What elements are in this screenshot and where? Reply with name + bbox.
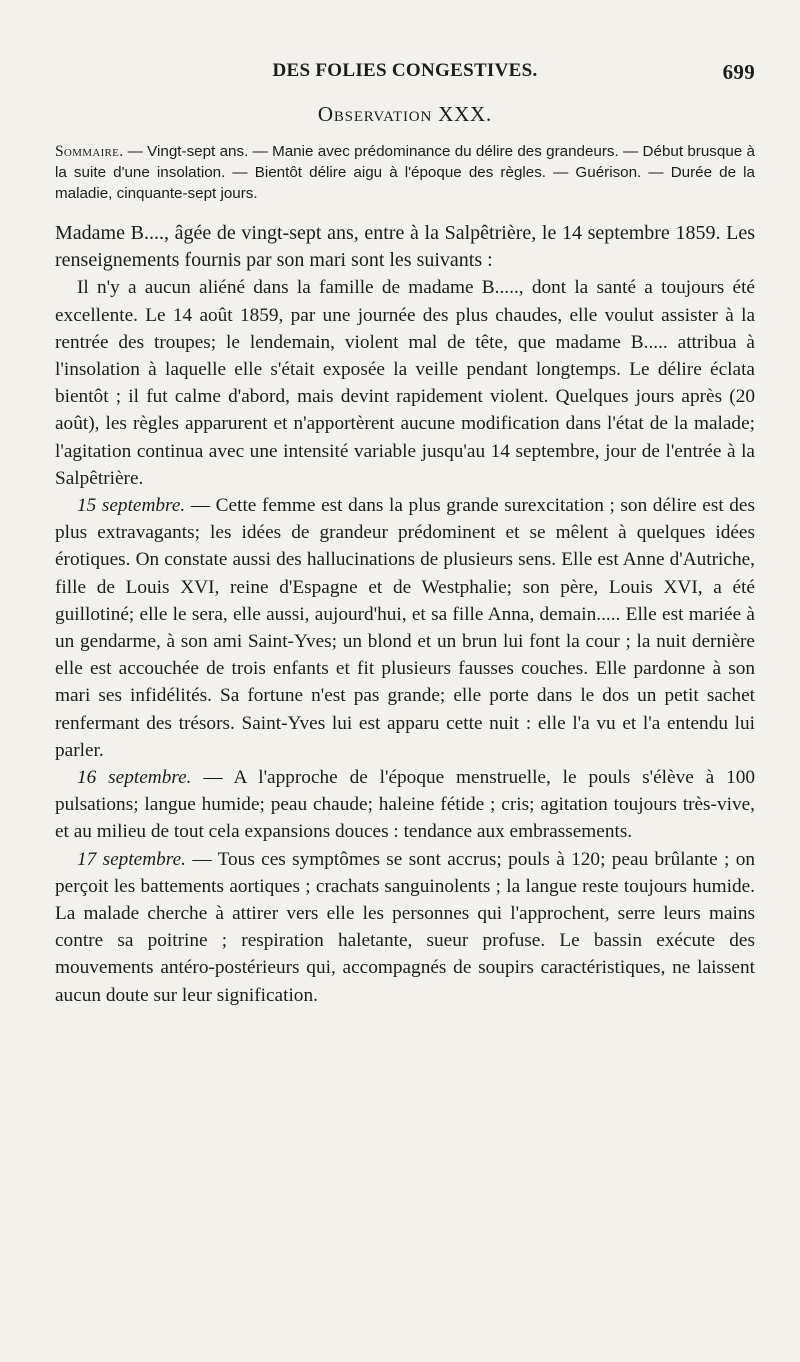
observation-title: Observation XXX. <box>317 102 493 126</box>
summary-label: Sommaire. <box>55 143 124 160</box>
paragraph-intro <box>55 220 755 274</box>
body-text <box>55 220 755 1009</box>
paragraph-text: Madame B...., âgée de vingt-sept ans, entre à la Salpêtrière, le 14 septembre 1859. Les renseignements fournis par son mari sont les suivants : <box>55 222 755 272</box>
summary-text: — Vingt-sept ans. — Manie avec prédominance du délire des grandeurs. — Début brusque à la suite d'une insolation. — Bientôt délire aigu à l'époque des règles. — Guérison. — Durée de la maladie, cinquante-sept jours. <box>55 143 755 202</box>
paragraph-text: — Tous ces symptômes se sont accrus; pouls à 120; peau brûlante ; on perçoit les battements aortiques ; crachats sanguinolents ; la langue reste toujours humide. La malade cherche à attirer vers elle les personnes qui l'approchent, serre leurs mains contre sa poitrine ; respiration haletante, sueur profuse. Le bassin exécute des mouvements antéro-postérieurs qui, accompagnés de soupirs caractéristiques, ne laissent aucun doute sur leur signification. <box>55 848 756 1006</box>
running-head <box>55 60 755 92</box>
paragraph-sept-16 <box>55 764 755 846</box>
page-number: 699 <box>722 60 755 84</box>
entry-date: 16 septembre. <box>77 767 192 789</box>
paragraph-text: — Cette femme est dans la plus grande surexcitation ; son délire est des plus extravagants; les idées de grandeur prédominent et se mêlent à quelques idées érotiques. On constate aussi des hallucinations de plusieurs sens. Elle est Anne d'Autriche, fille de Louis XVI, reine d'Espagne et de Westphalie; son père, Louis XVI, a été guillotiné; elle le sera, elle aussi, aujourd'hui, et sa fille Anna, demain..... Elle est mariée à un gendarme, à son ami Saint-Yves; un blond et un brun lui font la cour ; la nuit dernière elle est accouchée de trois enfants et fit plusieurs fausses couches. Elle pardonne à son mari ses infidélités. Sa fortune n'est pas grande; elle porte dans le dos un petit sachet renfermant des trésors. Saint-Yves lui est apparu cette nuit : elle l'a vu et l'a entendu lui parler. <box>55 495 755 761</box>
paragraph-text: Il n'y a aucun aliéné dans la famille de madame B....., dont la santé a toujours été excellente. Le 14 août 1859, par une journée des plus chaudes, elle voulut assister à la rentrée des troupes; le lendemain, violent mal de tête, que madame B..... attribua à l'insolation à laquelle elle s'était exposée la veille pendant longtemps. Le délire éclata bientôt ; il fut calme d'abord, mais devint rapidement violent. Quelques jours après (20 août), les règles apparurent et n'apportèrent aucune modification dans l'état de la malade; l'agitation continua avec une intensité variable jusqu'au 14 septembre, jour de l'entrée à la Salpêtrière. <box>55 277 755 489</box>
paragraph-history <box>55 274 755 492</box>
book-page <box>55 60 755 1350</box>
paragraph-sept-15 <box>55 492 755 764</box>
running-head-title: DES FOLIES CONGESTIVES. <box>272 60 538 81</box>
summary <box>55 141 755 204</box>
entry-date: 17 septembre. <box>77 848 186 870</box>
paragraph-text: — A l'approche de l'époque menstruelle, le pouls s'élève à 100 pulsations; langue humide; peau chaude; haleine fétide ; cris; agitation toujours très-vive, et au milieu de tout cela expansions douces : tendance aux embrassements. <box>55 767 756 843</box>
entry-date: 15 septembre. <box>77 495 186 517</box>
paragraph-sept-17 <box>55 846 755 1009</box>
